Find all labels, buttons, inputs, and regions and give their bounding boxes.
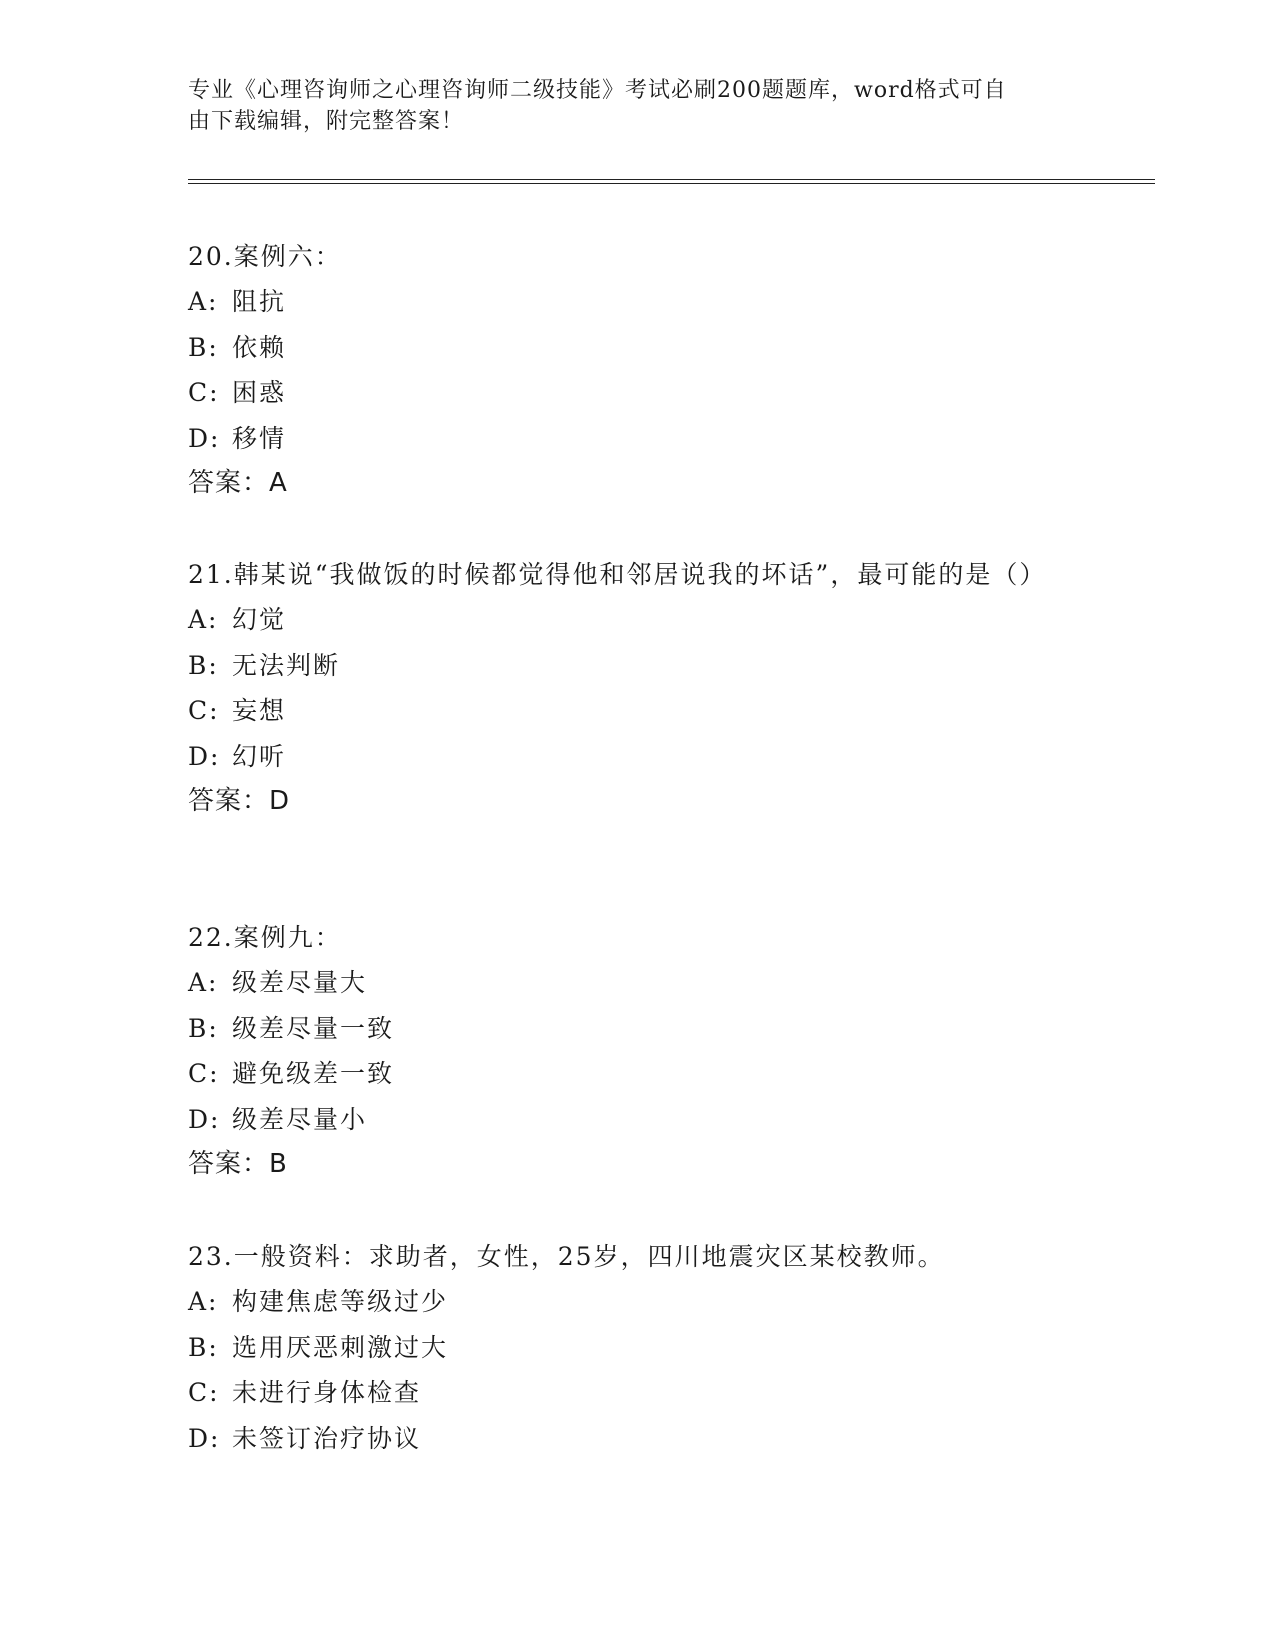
option-text: 阻抗 (232, 287, 287, 316)
option-key: C: (188, 1378, 220, 1407)
option-b (188, 1325, 1088, 1371)
option-b (188, 325, 1088, 371)
option-key: A: (188, 1287, 219, 1316)
option-a (188, 960, 1088, 1006)
option-key: D: (188, 1104, 221, 1134)
option-key: C: (188, 378, 220, 407)
question-stem: 22.案例九： (188, 923, 342, 952)
option-key: C: (188, 1059, 220, 1088)
option-key: C: (188, 696, 220, 725)
option-c (188, 1051, 1088, 1097)
option-text: 未进行身体检查 (232, 1378, 422, 1407)
option-key: D: (188, 1423, 221, 1453)
option-key: A: (188, 968, 219, 997)
header-line-1: 专业《心理咨询师之心理咨询师二级技能》考试必刷200题题库，word格式可自 (188, 78, 1007, 103)
option-c (188, 1370, 1088, 1416)
option-d (188, 734, 1088, 780)
option-key: A: (188, 605, 219, 634)
answer: 答案：A (188, 468, 288, 498)
question-21 (188, 552, 1088, 825)
header-line-2: 由下载编辑，附完整答案！ (188, 109, 465, 134)
option-key: A: (188, 287, 219, 316)
option-key: B: (188, 1013, 219, 1043)
option-key: B: (188, 1332, 219, 1362)
answer: 答案：D (188, 786, 291, 816)
option-text: 无法判断 (232, 650, 341, 680)
option-text: 未签订治疗协议 (232, 1423, 422, 1453)
header-divider-bottom (188, 183, 1155, 184)
option-text: 级差尽量小 (232, 1104, 368, 1134)
option-a (188, 1279, 1088, 1325)
option-b (188, 643, 1088, 689)
option-key: B: (188, 332, 219, 362)
option-key: B: (188, 650, 219, 680)
option-text: 幻听 (232, 741, 287, 771)
option-text: 移情 (232, 423, 287, 453)
option-a (188, 597, 1088, 643)
answer: 答案：B (188, 1149, 288, 1179)
option-text: 幻觉 (232, 605, 287, 634)
question-stem: 21.韩某说“我做饭的时候都觉得他和邻居说我的坏话”，最可能的是（） (188, 560, 1047, 589)
document-header (188, 75, 1088, 137)
question-20 (188, 234, 1088, 507)
option-c (188, 688, 1088, 734)
question-stem: 20.案例六： (188, 242, 342, 271)
option-text: 困惑 (232, 378, 287, 407)
question-22 (188, 915, 1088, 1188)
header-divider-top (188, 179, 1155, 180)
option-d (188, 1097, 1088, 1143)
question-stem: 23.一般资料：求助者，女性，25岁，四川地震灾区某校教师。 (188, 1242, 945, 1271)
option-text: 妄想 (232, 696, 287, 725)
option-text: 选用厌恶刺激过大 (232, 1332, 449, 1362)
option-b (188, 1006, 1088, 1052)
option-text: 避免级差一致 (232, 1059, 395, 1088)
option-text: 级差尽量一致 (232, 1013, 395, 1043)
question-23 (188, 1234, 1088, 1461)
option-key: D: (188, 741, 221, 771)
option-d (188, 1416, 1088, 1462)
option-text: 构建焦虑等级过少 (232, 1287, 449, 1316)
option-c (188, 370, 1088, 416)
option-a (188, 279, 1088, 325)
option-text: 依赖 (232, 332, 287, 362)
option-text: 级差尽量大 (232, 968, 368, 997)
option-d (188, 416, 1088, 462)
option-key: D: (188, 423, 221, 453)
